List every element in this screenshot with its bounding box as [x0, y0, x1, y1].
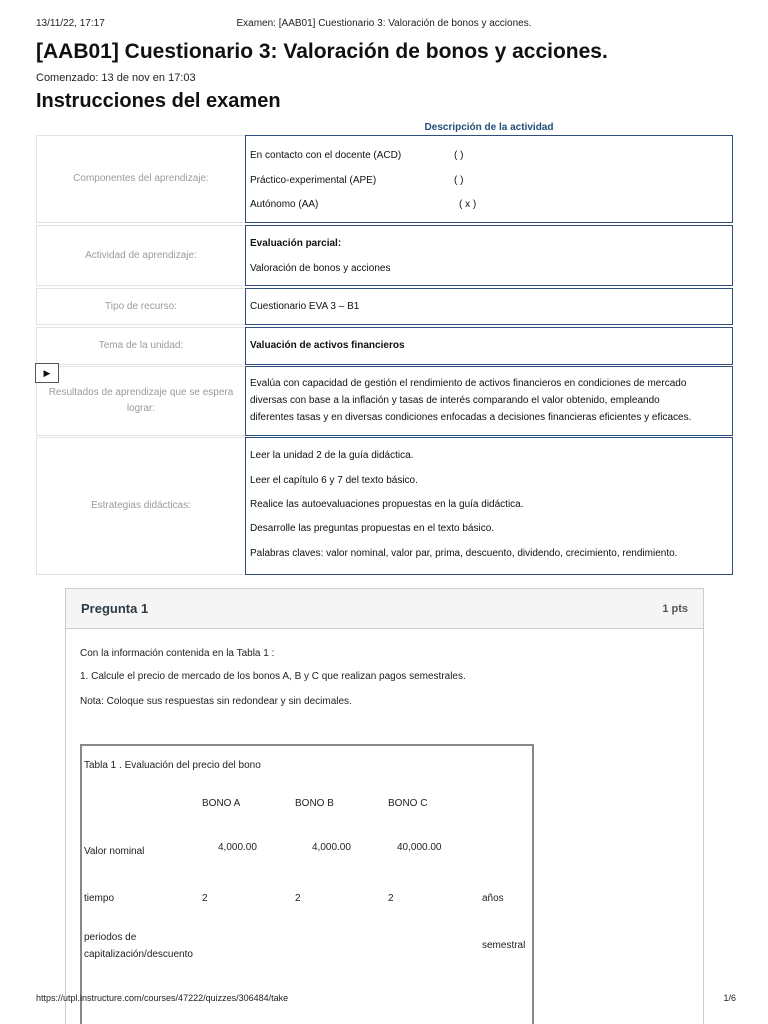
components-cell [245, 135, 733, 223]
instructions-heading: Instrucciones del examen [36, 90, 281, 112]
print-header [0, 18, 768, 32]
learning-outcomes-row [36, 366, 733, 436]
component-ape: Práctico-experimental (APE) [250, 175, 377, 186]
table-row-label: Valor nominal [84, 846, 145, 857]
strategies-cell [245, 437, 733, 575]
learning-outcomes-label: Resultados de aprendizaje que se espera lograr: [36, 366, 245, 436]
resource-type-row [36, 288, 733, 325]
learning-outcome-line: Evalúa con capacidad de gestión el rendimiento de activos financieros en condiciones de mercado [250, 378, 687, 389]
strategy-item: Realice las autoevaluaciones propuestas en la guía didáctica. [250, 499, 524, 510]
strategies-row [36, 437, 733, 575]
learning-activity-row [36, 225, 733, 286]
unit-topic-label: Tema de la unidad: [36, 327, 245, 365]
table-caption: Tabla 1 . Evaluación del precio del bono [84, 760, 261, 771]
component-ape-mark: ( ) [454, 175, 464, 186]
component-acd: En contacto con el docente (ACD) [250, 150, 402, 161]
components-label: Componentes del aprendizaje: [36, 135, 245, 223]
table-row-label: capitalización/descuento [84, 949, 193, 960]
learning-activity-desc: Valoración de bonos y acciones [250, 263, 391, 274]
unit-topic-value: Valuación de activos financieros [250, 340, 405, 351]
table-header: BONO A [202, 798, 241, 809]
learning-outcome-line: diferentes tasas y en diversas condiciones enfocadas a decisiones financieras eficientes y eficaces. [250, 412, 692, 423]
table-cell: 4,000.00 [312, 842, 351, 853]
table-header: BONO C [388, 798, 428, 809]
strategy-item: Leer el capítulo 6 y 7 del texto básico. [250, 475, 418, 486]
strategy-item: Leer la unidad 2 de la guía didáctica. [250, 450, 414, 461]
resource-type-cell [245, 288, 733, 325]
component-acd-mark: ( ) [454, 150, 464, 161]
table-row-label: periodos de [84, 932, 137, 943]
started-timestamp: Comenzado: 13 de nov en 17:03 [36, 72, 196, 84]
resource-type-value: Cuestionario EVA 3 – B1 [250, 301, 360, 312]
component-aa: Autónomo (AA) [250, 199, 319, 210]
table-row-unit: semestral [482, 940, 526, 951]
table-cell: 2 [295, 893, 301, 904]
question-note: Nota: Coloque sus respuestas sin redondear y sin decimales. [80, 696, 352, 707]
question-title: Pregunta 1 [81, 601, 149, 616]
table-cell: 4,000.00 [218, 842, 257, 853]
table-header: BONO B [295, 798, 334, 809]
quiz-title: [AAB01] Cuestionario 3: Valoración de bonos y acciones. [36, 40, 608, 63]
unit-topic-cell [245, 327, 733, 365]
activity-description-heading: Descripción de la actividad [424, 122, 554, 133]
print-page-title: Examen: [AAB01] Cuestionario 3: Valoración de bonos y acciones. [236, 18, 532, 29]
question-points: 1 pts [662, 603, 688, 615]
strategy-item: Desarrolle las preguntas propuestas en el texto básico. [250, 523, 495, 534]
question-text-line: 1. Calcule el precio de mercado de los bonos A, B y C que realizan pagos semestrales. [80, 671, 466, 682]
table-row-unit: años [482, 893, 504, 904]
table-row-label: tiempo [84, 893, 115, 904]
learning-outcome-line: diversas con base a la inflación y tasas de interés comparando el valor obtenido, empleando [250, 395, 660, 406]
learning-activity-cell [245, 225, 733, 286]
question-header [66, 589, 703, 629]
table-cell: 2 [388, 893, 394, 904]
page-number: 1/6 [723, 993, 736, 1003]
resource-type-label: Tipo de recurso: [36, 288, 245, 325]
components-row [36, 135, 733, 223]
learning-outcomes-cell [245, 366, 733, 436]
unit-topic-row [36, 327, 733, 365]
learning-activity-label: Actividad de aprendizaje: [36, 225, 245, 286]
strategy-item: Palabras claves: valor nominal, valor par, prima, descuento, dividendo, crecimiento, rendimiento. [250, 548, 678, 559]
print-timestamp: 13/11/22, 17:17 [36, 18, 105, 29]
learning-activity-title: Evaluación parcial: [250, 238, 342, 249]
table-cell: 2 [202, 893, 208, 904]
strategies-label: Estrategias didácticas: [36, 437, 245, 575]
table-cell: 40,000.00 [397, 842, 442, 853]
bond-table [80, 744, 534, 1024]
component-aa-mark: ( x ) [459, 199, 477, 210]
play-icon[interactable]: ▶ [35, 363, 59, 383]
question-1 [65, 588, 704, 1024]
page-url: https://utpl.instructure.com/courses/47222/quizzes/306484/take [36, 993, 289, 1003]
question-text-line: Con la información contenida en la Tabla 1 : [80, 648, 275, 659]
